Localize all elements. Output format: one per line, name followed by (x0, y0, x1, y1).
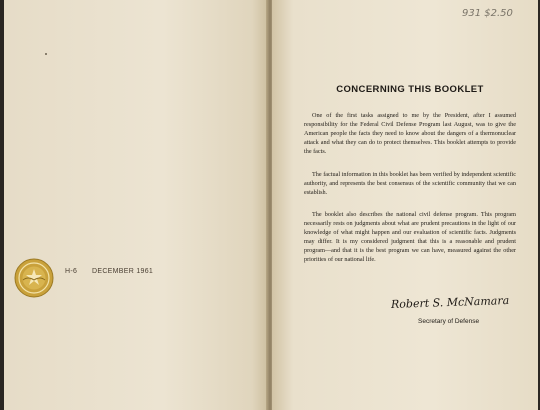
left-page (4, 0, 268, 410)
page-title: CONCERNING THIS BOOKLET (336, 84, 484, 95)
handwritten-signature: Robert S. McNamara (390, 293, 510, 312)
paragraph-3: The booklet also describes the national civil defense program. This program necessarily rests on judgments about what are prudent precautions in the light of our knowledge of what might happen and our evaluation of scientific facts. Judgments may differ. It is my considered judgment that this is a reasonable and prudent program—and that it is the best program we can have, measured against the other priorities of our national life. (304, 211, 516, 263)
paper-speck (45, 53, 47, 55)
signature-title: Secretary of Defense (418, 318, 480, 325)
right-page (272, 0, 538, 410)
publication-date: DECEMBER 1961 (92, 268, 154, 275)
document-number: H-6 (65, 268, 78, 275)
pencil-price-note: 931 $2.50 (462, 8, 513, 19)
paragraph-1: One of the first tasks assigned to me by the President, after I assumed responsibility for the Federal Civil Defense Program last August, was to give the American people the facts they need to know about the dangers of a thermonuclear attack and what they can do to protect themselves. This booklet attempts to provide the facts. (304, 112, 516, 155)
defense-seal-icon (14, 258, 54, 298)
paragraph-2: The factual information in this booklet has been verified by independent scientific authority, and represents the best consensus of the scientific community that we can establish. (304, 171, 516, 196)
